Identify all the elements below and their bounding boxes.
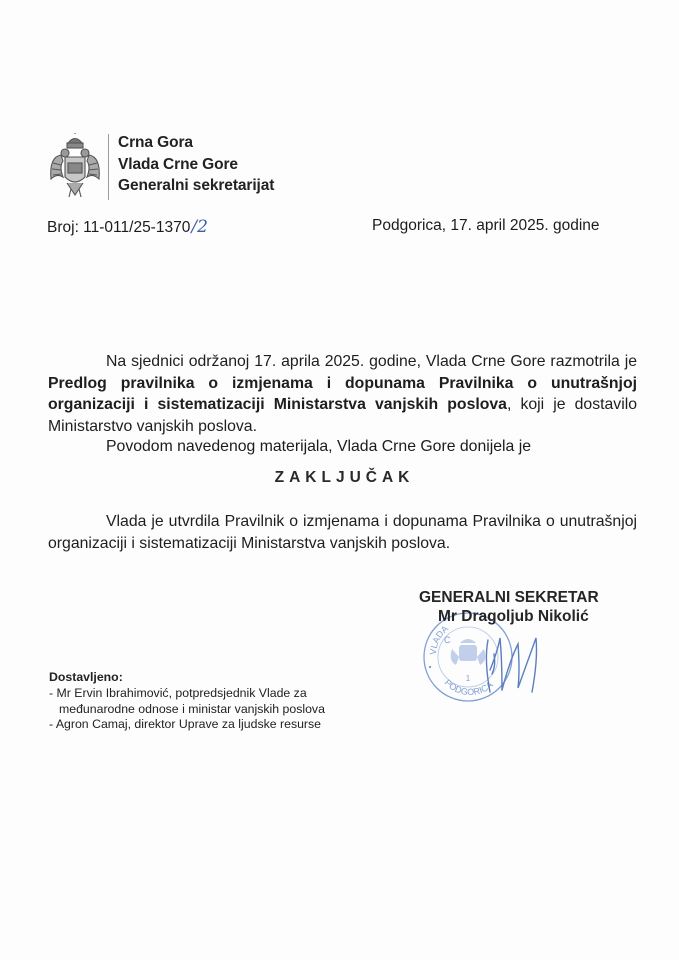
handwritten-suffix: /2	[191, 217, 208, 237]
conclusion-heading: ZAKLJUČAK	[274, 469, 415, 486]
header-country: Crna Gora	[118, 134, 193, 151]
signatory-title: GENERALNI SEKRETAR	[419, 589, 599, 606]
paragraph-session-text-1: Na sjednici održanoj 17. aprila 2025. godine, Vlada Crne Gore razmotrila je	[106, 353, 637, 370]
paragraph-conclusion	[48, 511, 637, 554]
distribution-item-continued: međunarodne odnose i ministar vanjskih poslova	[59, 701, 325, 716]
svg-text:C: C	[444, 635, 451, 645]
institution-header	[118, 132, 274, 197]
place-and-date: Podgorica, 17. april 2025. godine	[372, 217, 600, 234]
paragraph-session-text-2: , koji je dostavilo Ministarstvo vanjskih poslova.	[48, 396, 637, 436]
handwritten-signature-icon	[480, 630, 550, 700]
reference-number-text: Broj: 11-011/25-1370	[47, 219, 191, 236]
header-divider	[108, 134, 109, 200]
header-secretariat: Generalni sekretarijat	[118, 177, 275, 194]
paragraph-conclusion-text: Vlada je utvrdila Pravilnik o izmjenama i dopunama Pravilnika o unutrašnjoj organizaciji i sistematizaciji Ministarstva vanjskih poslova.	[48, 513, 637, 552]
coat-of-arms-icon	[47, 133, 103, 201]
distribution-list	[49, 670, 325, 733]
distribution-item: - Agron Camaj, direktor Uprave za ljudske resurse	[49, 717, 322, 732]
stamp-number: 1	[465, 674, 471, 683]
stamp-bottom-text: PODGORICA	[442, 677, 495, 698]
distribution-title: Dostavljeno:	[49, 670, 123, 684]
paragraph-decision-intro: Povodom navedenog materijala, Vlada Crne Gore donijela je	[106, 438, 532, 455]
paragraph-session-proposal-title: Predlog pravilnika o izmjenama i dopunama Pravilnika o unutrašnjoj organizaciji i sistematizaciji Ministarstva vanjskih poslova	[48, 374, 637, 414]
distribution-item: - Mr Ervin Ibrahimović, potpredsjednik Vlade za	[49, 685, 307, 700]
header-government: Vlada Crne Gore	[118, 155, 238, 173]
signatory-name: Mr Dragoljub Nikolić	[438, 608, 589, 625]
stamp-top-text: VLADA	[427, 623, 451, 656]
reference-number	[47, 217, 208, 237]
paragraph-session	[48, 351, 637, 438]
